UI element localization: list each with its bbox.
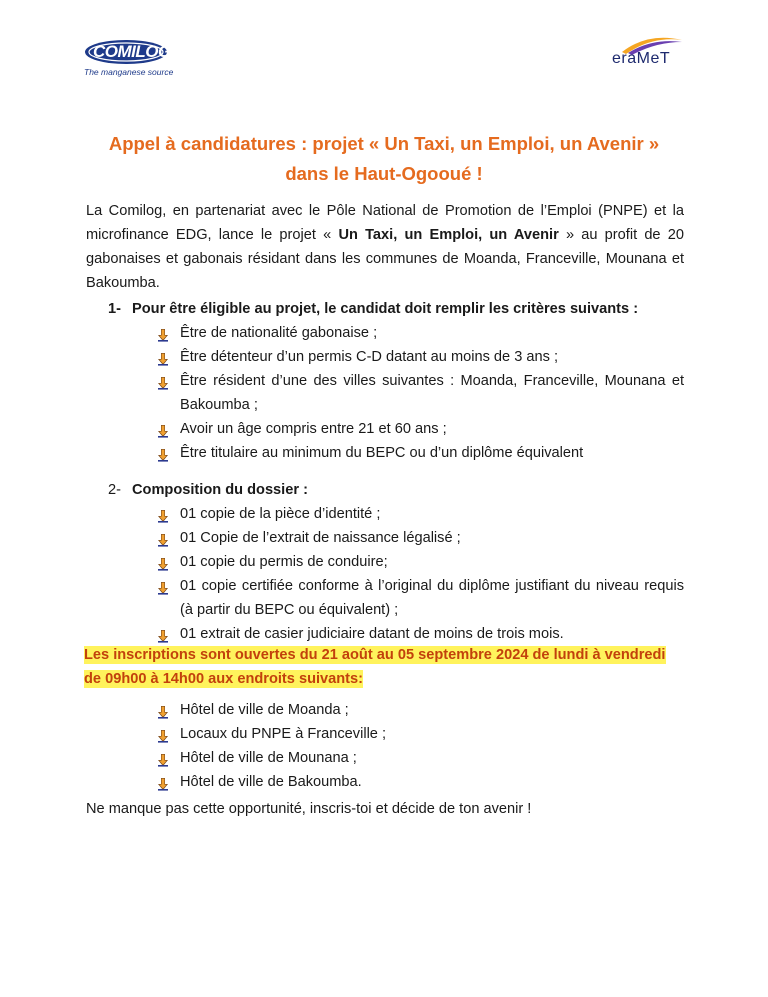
arrow-down-bullet-icon <box>156 627 170 641</box>
arrow-down-bullet-icon <box>156 374 170 388</box>
list-item-text: Être de nationalité gabonaise ; <box>180 325 378 341</box>
comilog-logo-text: COMILOG <box>93 42 171 61</box>
registration-text: Les inscriptions sont ouvertes du 21 août au 05 septembre 2024 de lundi à vendredi de 09h00 à 14h00 aux endroits suivants: <box>84 647 666 687</box>
arrow-down-bullet-icon <box>156 326 170 340</box>
list-item <box>86 321 684 345</box>
locations-section <box>86 698 684 794</box>
arrow-down-bullet-icon <box>156 775 170 789</box>
arrow-down-bullet-icon <box>156 531 170 545</box>
arrow-down-bullet-icon <box>156 703 170 717</box>
project-name: Un Taxi, un Emploi, un Avenir <box>338 227 559 243</box>
comilog-tagline: The manganese source <box>84 67 174 77</box>
page-title <box>84 129 684 189</box>
intro-paragraph <box>86 199 684 295</box>
dossier-section <box>86 478 684 646</box>
arrow-down-bullet-icon <box>156 507 170 521</box>
list-item <box>86 770 684 794</box>
eligibility-list <box>86 321 684 465</box>
section-number: 1- <box>108 301 121 317</box>
dossier-list <box>86 502 684 646</box>
list-item-text: Être détenteur d’un permis C-D datant au moins de 3 ans ; <box>180 349 559 365</box>
list-item-text: Être résident d’une des villes suivantes : Moanda, Franceville, Mounana et Bakoumba ; <box>180 373 684 413</box>
intro-text-after: » au profit de 20 gabonaises et gabonais résidant dans les communes de Moanda, Franceville, Mounana et Bakoumba. <box>86 227 684 291</box>
arrow-down-bullet-icon <box>156 751 170 765</box>
list-item-text: Hôtel de ville de Moanda ; <box>180 702 349 718</box>
list-item <box>86 369 684 417</box>
list-item-text: Être titulaire au minimum du BEPC ou d’un diplôme équivalent <box>180 445 584 461</box>
eligibility-section <box>86 297 684 465</box>
list-item-text: Hôtel de ville de Mounana ; <box>180 750 357 766</box>
list-item <box>86 417 684 441</box>
registration-notice <box>84 643 684 691</box>
list-item <box>86 746 684 770</box>
eramet-logo <box>608 34 684 70</box>
arrow-down-bullet-icon <box>156 422 170 436</box>
section-number: 2- <box>108 482 121 498</box>
eramet-logo-text: eraMeT <box>612 50 671 67</box>
comilog-logo <box>84 39 180 79</box>
section-heading: Pour être éligible au projet, le candidat doit remplir les critères suivants : <box>132 301 639 317</box>
arrow-down-bullet-icon <box>156 727 170 741</box>
list-item <box>86 550 684 574</box>
title-line-1: Appel à candidatures : projet « Un Taxi, un Emploi, un Avenir » <box>108 133 660 154</box>
section-heading: Composition du dossier : <box>132 482 308 498</box>
list-item <box>86 526 684 550</box>
locations-list <box>86 698 684 794</box>
list-item-text: 01 Copie de l’extrait de naissance légalisé ; <box>180 530 461 546</box>
list-item-text: 01 extrait de casier judiciaire datant de moins de trois mois. <box>180 626 564 642</box>
closing-text: Ne manque pas cette opportunité, inscris-toi et décide de ton avenir ! <box>86 801 532 817</box>
arrow-down-bullet-icon <box>156 579 170 593</box>
list-item <box>86 502 684 526</box>
arrow-down-bullet-icon <box>156 446 170 460</box>
list-item <box>86 722 684 746</box>
intro-text-before: La Comilog, en partenariat avec le Pôle National de Promotion de l’Emploi (PNPE) et la microfinance EDG, lance le projet « <box>86 203 684 243</box>
list-item <box>86 574 684 622</box>
list-item-text: 01 copie de la pièce d’identité ; <box>180 506 381 522</box>
arrow-down-bullet-icon <box>156 350 170 364</box>
list-item-text: 01 copie du permis de conduire; <box>180 554 388 570</box>
list-item <box>86 698 684 722</box>
title-line-2: dans le Haut-Ogooué ! <box>285 163 483 184</box>
arrow-down-bullet-icon <box>156 555 170 569</box>
list-item-text: Locaux du PNPE à Franceville ; <box>180 726 387 742</box>
list-item <box>86 345 684 369</box>
list-item-text: 01 copie certifiée conforme à l’original du diplôme justifiant du niveau requis (à partir du BEPC ou équivalent) ; <box>180 578 684 618</box>
list-item-text: Hôtel de ville de Bakoumba. <box>180 774 362 790</box>
list-item-text: Avoir un âge compris entre 21 et 60 ans ; <box>180 421 447 437</box>
list-item <box>86 441 684 465</box>
